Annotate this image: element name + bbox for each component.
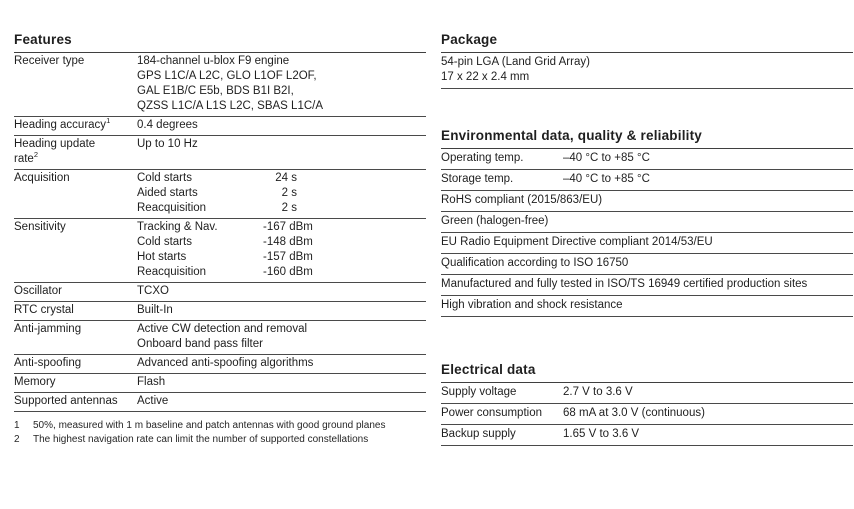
feature-label: Sensitivity xyxy=(14,221,66,233)
environmental-title: Environmental data, quality & reliability xyxy=(441,129,853,149)
feature-label: RTC crystal xyxy=(14,304,74,316)
env-row-vibration: High vibration and shock resistance xyxy=(441,296,853,317)
feature-label: Acquisition xyxy=(14,172,70,184)
environmental-section xyxy=(441,129,853,317)
elec-row-supply-voltage xyxy=(441,383,853,404)
subrow-key: Cold starts xyxy=(137,236,192,248)
subrow-key: Hot starts xyxy=(137,251,187,263)
footnote-marker-1: 1 xyxy=(106,116,111,125)
subrow-key: Reacquisition xyxy=(137,202,207,214)
feature-row-sensitivity xyxy=(14,219,426,283)
env-row-operating-temp xyxy=(441,149,853,170)
subrow-key: Reacquisition xyxy=(137,266,207,278)
sensitivity-subrow xyxy=(137,265,426,280)
footnote-marker-2: 2 xyxy=(33,150,38,159)
feature-value: TCXO xyxy=(137,285,169,297)
electrical-section xyxy=(441,363,853,446)
subrow-value: -148 dBm xyxy=(263,236,313,248)
footnote-2 xyxy=(14,433,426,447)
receiver-line-3: GAL E1B/C E5b, BDS B1I B2I, xyxy=(137,85,294,97)
feature-row-supported-antennas xyxy=(14,393,426,412)
feature-label: Receiver type xyxy=(14,55,85,67)
env-row-iso-16750: Qualification according to ISO 16750 xyxy=(441,254,853,275)
acquisition-subrow xyxy=(137,201,426,216)
env-label: Operating temp. xyxy=(441,152,524,164)
subrow-value: 2 s xyxy=(281,187,297,199)
feature-label xyxy=(14,118,137,133)
subrow-key: Tracking & Nav. xyxy=(137,221,218,233)
footnote-number: 2 xyxy=(14,433,20,445)
feature-value: Up to 10 Hz xyxy=(137,138,198,150)
package-line-1: 54-pin LGA (Land Grid Array) xyxy=(441,56,590,68)
feature-label: Supported antennas xyxy=(14,395,118,407)
feature-value: Flash xyxy=(137,376,166,388)
footnote-text: The highest navigation rate can limit the number of supported constellations xyxy=(33,433,369,445)
feature-value: Built-In xyxy=(137,304,173,316)
antijam-line-2: Onboard band pass filter xyxy=(137,338,263,350)
package-cell xyxy=(441,53,853,89)
feature-row-memory xyxy=(14,374,426,393)
elec-value: 1.65 V to 3.6 V xyxy=(563,428,640,440)
feature-row-rtc-crystal xyxy=(14,302,426,321)
subrow-value: -167 dBm xyxy=(263,221,313,233)
feature-row-heading-update-rate xyxy=(14,136,426,170)
feature-label xyxy=(14,137,137,167)
label-text: Heading accuracy xyxy=(14,119,107,131)
feature-row-oscillator xyxy=(14,283,426,302)
footnote-1 xyxy=(14,419,426,433)
elec-label: Supply voltage xyxy=(441,386,517,398)
feature-label: Anti-jamming xyxy=(14,323,82,335)
env-row-eu-directive: EU Radio Equipment Directive compliant 2014/53/EU xyxy=(441,233,853,254)
feature-row-heading-accuracy xyxy=(14,117,426,136)
receiver-line-1: 184-channel u-blox F9 engine xyxy=(137,55,290,67)
feature-value xyxy=(137,54,426,114)
feature-label: Anti-spoofing xyxy=(14,357,82,369)
label-line-2: rate$^2$ xyxy=(14,150,38,165)
feature-value xyxy=(137,322,426,352)
feature-value: Active xyxy=(137,395,169,407)
features-title: Features xyxy=(14,33,426,53)
feature-label: Oscillator xyxy=(14,285,62,297)
footnote-text: 50%, measured with 1 m baseline and patch antennas with good ground planes xyxy=(33,420,386,431)
package-title: Package xyxy=(441,33,853,53)
feature-value: 0.4 degrees xyxy=(137,119,198,131)
acquisition-subrow xyxy=(137,186,426,201)
features-section xyxy=(14,33,426,446)
elec-label: Backup supply xyxy=(441,428,516,440)
env-value: –40 °C to +85 °C xyxy=(563,173,650,185)
label-line-1: Heading update xyxy=(14,138,96,150)
package-line-2: 17 x 22 x 2.4 mm xyxy=(441,71,530,83)
feature-row-anti-jamming xyxy=(14,321,426,355)
feature-label: Memory xyxy=(14,376,56,388)
receiver-line-4: QZSS L1C/A L1S L2C, SBAS L1C/A xyxy=(137,100,324,112)
sensitivity-subrow xyxy=(137,220,426,235)
feature-row-acquisition xyxy=(14,170,426,219)
subrow-key: Cold starts xyxy=(137,172,192,184)
receiver-line-2: GPS L1C/A L2C, GLO L1OF L2OF, xyxy=(137,70,317,82)
elec-row-power-consumption xyxy=(441,404,853,425)
feature-value xyxy=(137,171,426,216)
env-row-rohs: RoHS compliant (2015/863/EU) xyxy=(441,191,853,212)
elec-row-backup-supply xyxy=(441,425,853,446)
sensitivity-subrow xyxy=(137,250,426,265)
electrical-title: Electrical data xyxy=(441,363,853,383)
env-row-iso-ts-16949: Manufactured and fully tested in ISO/TS 16949 certified production sites xyxy=(441,275,853,296)
antijam-line-1: Active CW detection and removal xyxy=(137,323,308,335)
sensitivity-subrow xyxy=(137,235,426,250)
elec-value: 2.7 V to 3.6 V xyxy=(563,386,633,398)
env-row-green: Green (halogen-free) xyxy=(441,212,853,233)
subrow-value: -157 dBm xyxy=(263,251,313,263)
footnotes xyxy=(14,419,426,446)
env-label: Storage temp. xyxy=(441,173,514,185)
subrow-key: Aided starts xyxy=(137,187,198,199)
feature-row-anti-spoofing xyxy=(14,355,426,374)
subrow-value: 2 s xyxy=(281,202,297,214)
env-value: –40 °C to +85 °C xyxy=(563,152,650,164)
subrow-value: -160 dBm xyxy=(263,266,313,278)
right-column xyxy=(441,33,853,446)
feature-row-receiver-type xyxy=(14,53,426,117)
footnote-number: 1 xyxy=(14,420,20,431)
feature-value xyxy=(137,220,426,280)
env-row-storage-temp xyxy=(441,170,853,191)
package-section xyxy=(441,33,853,89)
subrow-value: 24 s xyxy=(275,172,297,184)
elec-value: 68 mA at 3.0 V (continuous) xyxy=(563,407,705,419)
acquisition-subrow xyxy=(137,171,426,186)
feature-value: Advanced anti-spoofing algorithms xyxy=(137,357,314,369)
elec-label: Power consumption xyxy=(441,407,542,419)
